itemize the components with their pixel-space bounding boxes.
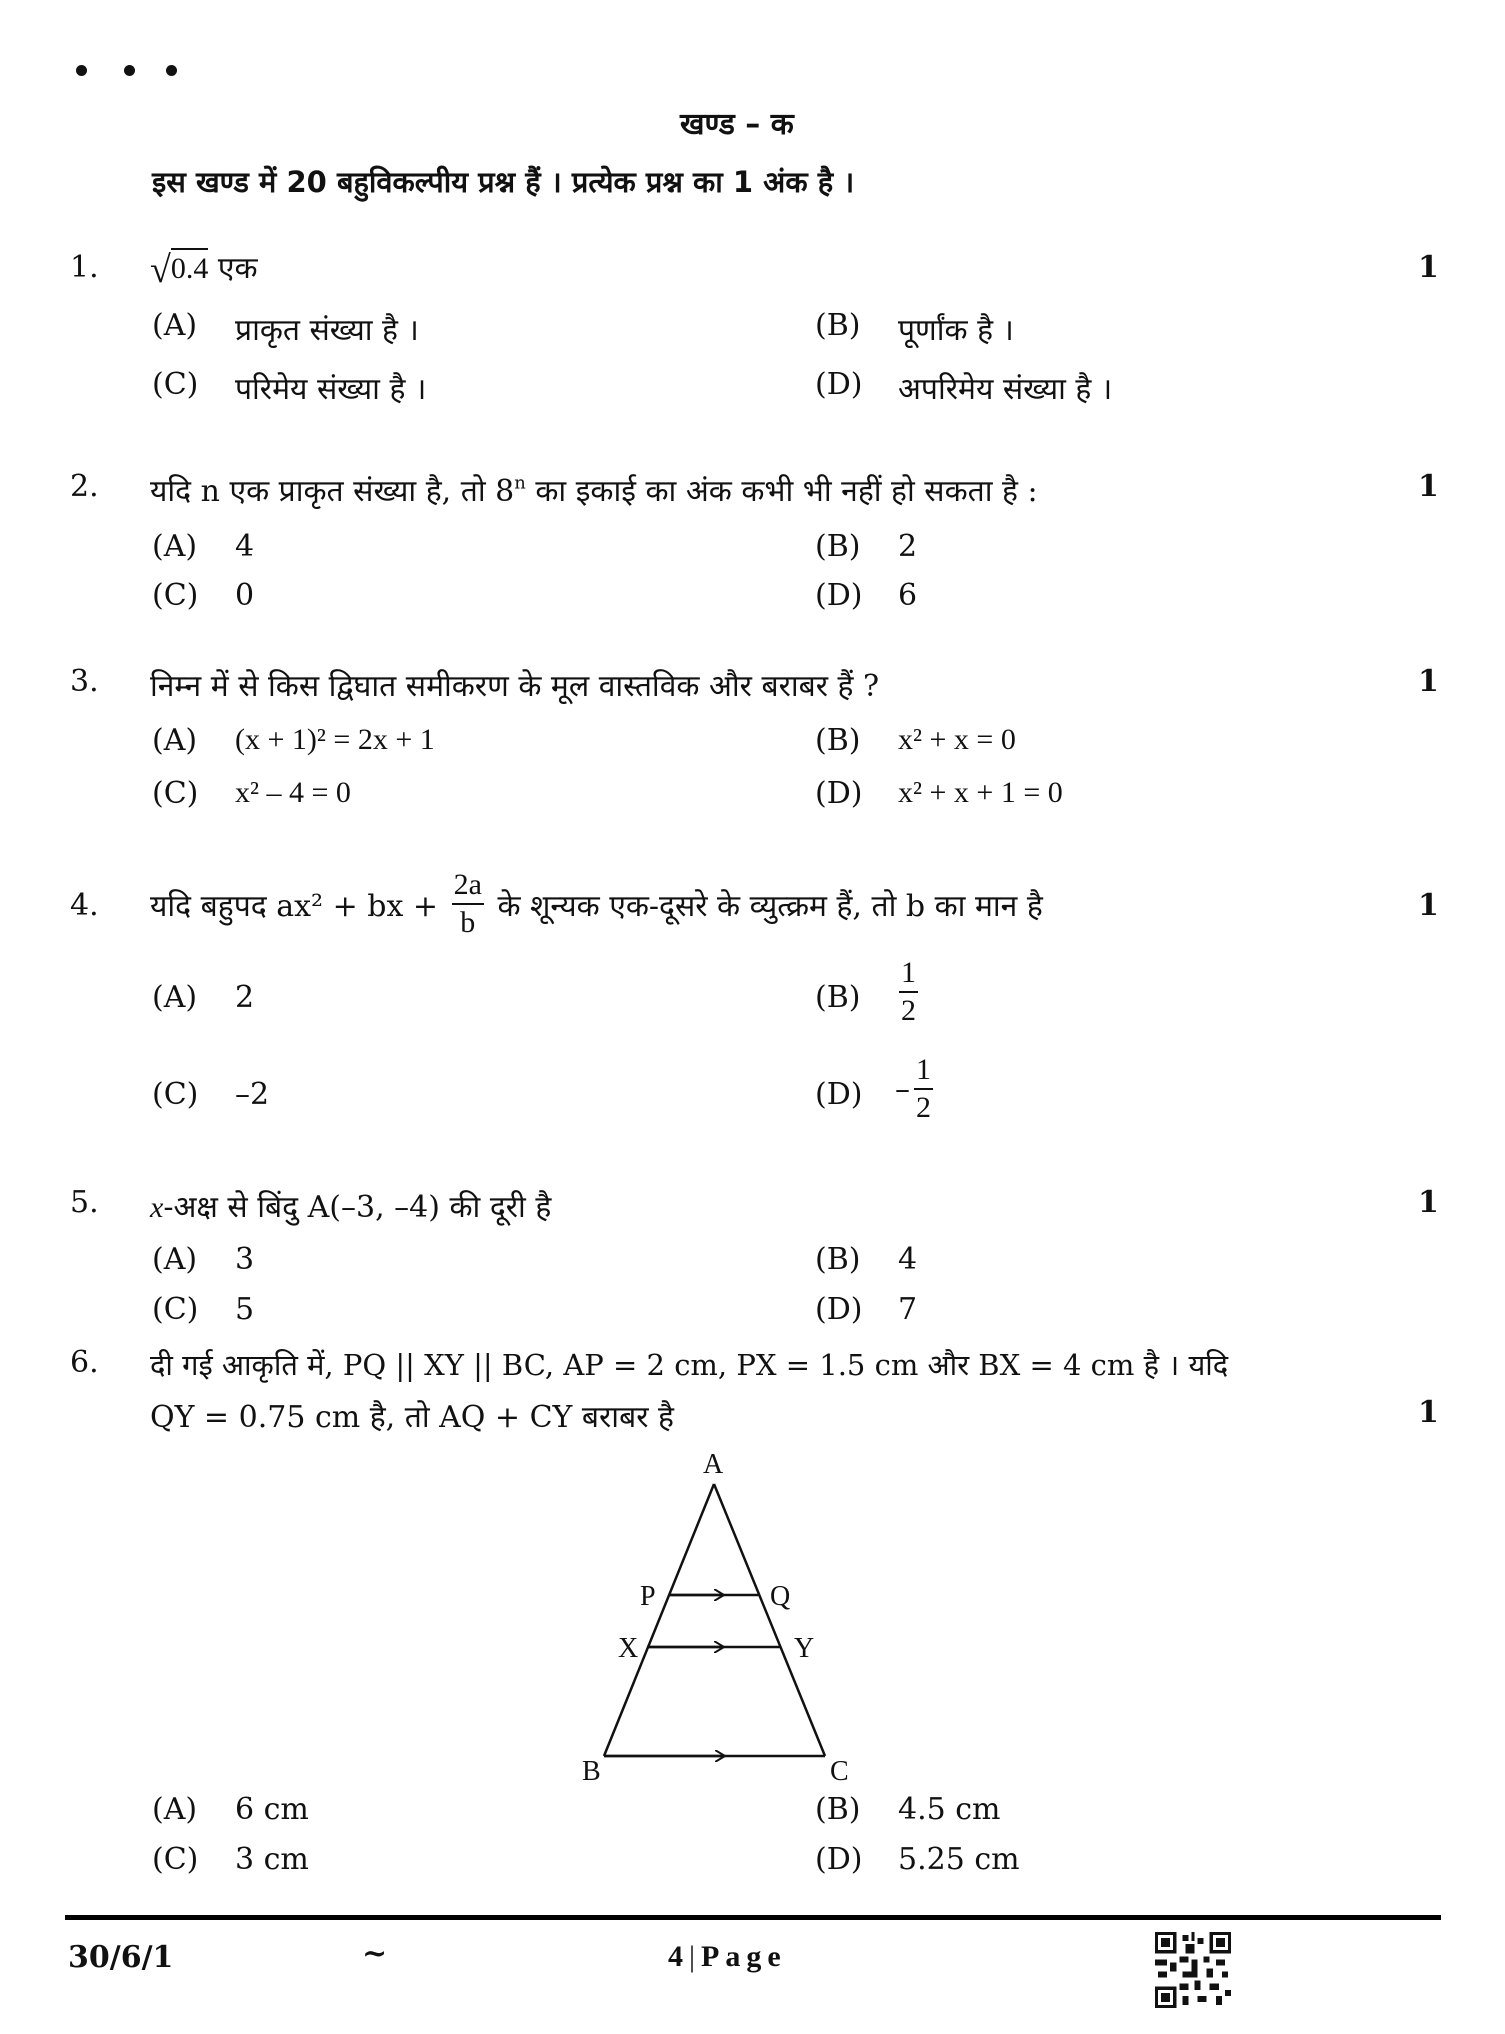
triangle-figure <box>550 1440 950 1790</box>
option-text: 2 <box>235 980 255 1015</box>
option-text: x² + x = 0 <box>898 723 1016 756</box>
page-separator: | <box>689 1940 702 1973</box>
label-p: P <box>640 1581 656 1612</box>
option-label: (A) <box>152 1792 198 1827</box>
question-text-line1: दी गई आकृति में, PQ || XY || BC, AP = 2 cm, PX = 1.5 cm और BX = 4 cm है । यदि <box>150 1348 1229 1382</box>
bullet-dot <box>124 65 135 76</box>
option-label: (D) <box>815 776 863 811</box>
exponent: n <box>514 472 526 494</box>
section-title: खण्ड – क <box>680 107 794 142</box>
option-fraction: – $\frac{1}{2}$ <box>895 1053 931 1124</box>
question-text <box>150 246 258 292</box>
option-label: (A) <box>152 308 198 343</box>
option-text: 0 <box>235 578 255 613</box>
option-label: (A) <box>152 529 198 564</box>
marks: 1 <box>1418 664 1439 699</box>
marks: 1 <box>1418 469 1439 504</box>
option-label: (C) <box>152 367 199 402</box>
question-text-tail: का इकाई का अंक कभी भी नहीं हो सकता है : <box>525 474 1038 509</box>
option-label: (D) <box>815 367 863 402</box>
question-text-head: यदि n एक प्राकृत संख्या है, तो 8 <box>150 474 515 509</box>
marks: 1 <box>1418 1185 1439 1220</box>
option-text: 3 cm <box>235 1842 309 1877</box>
paper-code: 30/6/1 <box>68 1940 174 1975</box>
question-number: 6. <box>70 1345 99 1380</box>
question-text <box>150 1185 551 1226</box>
question-text-tail: -अक्ष से बिंदु A(–3, –4) की दूरी है <box>163 1190 552 1225</box>
option-text: x² – 4 = 0 <box>235 776 351 809</box>
option-text: 6 cm <box>235 1792 309 1827</box>
option-text: 4 <box>235 529 255 564</box>
option-label: (D) <box>815 1842 863 1877</box>
option-label: (C) <box>152 776 199 811</box>
side-ab <box>604 1484 714 1756</box>
page-number: 4 <box>668 1940 689 1973</box>
option-text: –2 <box>235 1077 270 1112</box>
label-b: B <box>582 1756 601 1787</box>
option-text: 2 <box>898 529 918 564</box>
label-c: C <box>830 1756 849 1787</box>
option-fraction: $\frac{1}{2}$ <box>901 956 916 1027</box>
option-text: पूर्णांक है । <box>898 313 1014 348</box>
marks: 1 <box>1418 1395 1439 1430</box>
option-label: (C) <box>152 1842 199 1877</box>
question-text-tail: एक <box>217 251 258 286</box>
question-text: निम्न में से किस द्विघात समीकरण के मूल वास्तविक और बराबर हैं ? <box>150 669 880 704</box>
option-label: (B) <box>815 980 861 1015</box>
option-text: प्राकृत संख्या है । <box>235 313 419 348</box>
question-text-tail: के शून्यक एक-दूसरे के व्युत्क्रम हैं, तो b का मान है <box>487 888 1043 924</box>
question-number: 1. <box>70 250 99 285</box>
question-text-head: यदि बहुपद ax² + bx + <box>150 888 448 924</box>
question-number: 3. <box>70 664 99 699</box>
option-label: (B) <box>815 1242 861 1277</box>
footer-rule <box>65 1915 1441 1920</box>
label-q: Q <box>770 1581 791 1612</box>
option-text: 5.25 cm <box>898 1842 1020 1877</box>
option-label: (C) <box>152 1077 199 1112</box>
label-x: X <box>618 1633 639 1664</box>
label-y: Y <box>794 1633 815 1664</box>
option-text: 5 <box>235 1292 255 1327</box>
bullet-dot <box>166 65 177 76</box>
section-instruction: इस खण्ड में 20 बहुविकल्पीय प्रश्न हैं । प्रत्येक प्रश्न का 1 अंक है । <box>152 165 855 199</box>
option-text: (x + 1)² = 2x + 1 <box>235 723 435 756</box>
option-label: (A) <box>152 1242 198 1277</box>
minus-sign: – <box>895 1071 910 1107</box>
question-number: 4. <box>70 888 99 923</box>
question-text <box>150 864 1043 944</box>
option-text: 3 <box>235 1242 255 1277</box>
option-label: (B) <box>815 723 861 758</box>
option-text: 6 <box>898 578 918 613</box>
option-text: अपरिमेय संख्या है । <box>898 372 1113 407</box>
option-label: (B) <box>815 308 861 343</box>
tilde-mark: ~ <box>362 1936 388 1971</box>
fraction: $\frac{2a}{b}$ <box>453 868 482 939</box>
marks: 1 <box>1418 888 1439 923</box>
option-label: (A) <box>152 980 198 1015</box>
option-text: 4.5 cm <box>898 1792 1001 1827</box>
option-label: (C) <box>152 1292 199 1327</box>
option-label: (B) <box>815 529 861 564</box>
option-text: 7 <box>898 1292 918 1327</box>
variable: x <box>150 1191 164 1224</box>
option-label: (D) <box>815 1077 863 1112</box>
option-text: x² + x + 1 = 0 <box>898 776 1063 809</box>
option-text: परिमेय संख्या है । <box>235 372 427 407</box>
question-text-line2: QY = 0.75 cm है, तो AQ + CY बराबर है <box>150 1400 674 1435</box>
option-label: (D) <box>815 578 863 613</box>
marks: 1 <box>1418 250 1439 285</box>
option-label: (C) <box>152 578 199 613</box>
option-text: 4 <box>898 1242 918 1277</box>
question-number: 2. <box>70 469 99 504</box>
page-indicator <box>668 1940 787 1974</box>
side-ac <box>714 1484 825 1756</box>
qr-code-icon <box>1155 1932 1231 2008</box>
page-label: Page <box>701 1940 787 1973</box>
question-text <box>150 469 1038 510</box>
option-label: (D) <box>815 1292 863 1327</box>
bullet-dot <box>76 65 87 76</box>
option-label: (B) <box>815 1792 861 1827</box>
sqrt-expression: √0.4 <box>150 249 209 291</box>
option-label: (A) <box>152 723 198 758</box>
question-number: 5. <box>70 1185 99 1220</box>
label-a: A <box>703 1449 724 1480</box>
